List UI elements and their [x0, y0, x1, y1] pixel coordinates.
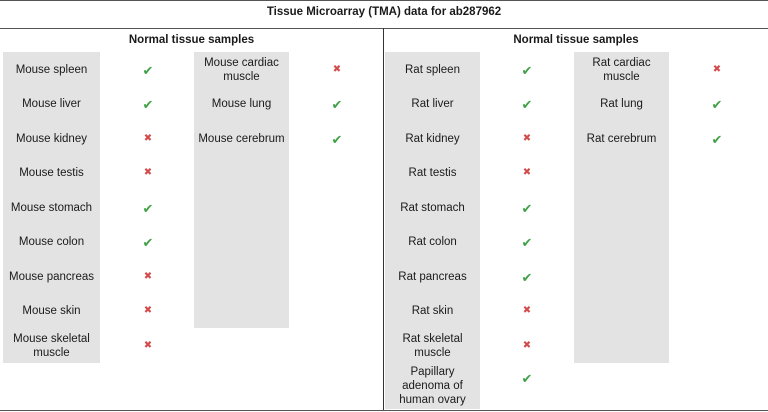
tissue-label: Rat cardiac muscle: [592, 57, 651, 83]
cross-icon: ✖: [522, 340, 532, 351]
cross-icon: ✖: [143, 305, 153, 316]
tissue-label: Mouse spleen: [15, 64, 88, 76]
tissue-label: Mouse skin: [22, 305, 81, 317]
tissue-label: Rat testis: [408, 167, 457, 179]
check-icon: ✔: [331, 96, 343, 112]
cross-icon: ✖: [332, 64, 342, 75]
tissue-label: Mouse colon: [18, 236, 85, 248]
tissue-label: Rat spleen: [405, 64, 460, 76]
check-icon: ✔: [331, 131, 343, 147]
cross-icon: ✖: [143, 167, 153, 178]
center-divider: [383, 28, 384, 411]
tissue-label: Mouse liver: [22, 98, 81, 110]
tissue-label: Rat skin: [411, 305, 454, 317]
tissue-label: Rat cerebrum: [586, 133, 657, 145]
bottom-border: [0, 410, 768, 411]
check-icon: ✔: [521, 234, 533, 250]
title-divider: [0, 28, 768, 29]
cross-icon: ✖: [143, 340, 153, 351]
cross-icon: ✖: [143, 271, 153, 282]
check-icon: ✔: [521, 370, 533, 386]
tissue-label: Rat pancreas: [398, 271, 467, 283]
check-icon: ✔: [142, 200, 154, 216]
tissue-label: Rat stomach: [400, 202, 465, 214]
tissue-label: Rat skeletal muscle: [402, 333, 463, 359]
tissue-label: Mouse lung: [211, 98, 272, 110]
check-icon: ✔: [142, 62, 154, 78]
tissue-label: Rat lung: [600, 98, 643, 110]
tissue-label: Mouse testis: [19, 167, 84, 179]
tissue-label: Mouse cerebrum: [198, 133, 285, 145]
right-section-header: Normal tissue samples: [513, 34, 639, 46]
tissue-label: Mouse cardiac muscle: [204, 57, 279, 83]
tissue-label: Rat liver: [411, 98, 454, 110]
check-icon: ✔: [521, 96, 533, 112]
cross-icon: ✖: [712, 64, 722, 75]
tissue-label: Mouse kidney: [16, 133, 87, 145]
cross-icon: ✖: [522, 133, 532, 144]
tissue-label: Mouse skeletal muscle: [13, 333, 90, 359]
cross-icon: ✖: [522, 167, 532, 178]
check-icon: ✔: [521, 269, 533, 285]
tissue-label: Rat colon: [408, 236, 457, 248]
cross-icon: ✖: [522, 305, 532, 316]
top-border: [0, 0, 768, 1]
check-icon: ✔: [142, 96, 154, 112]
check-icon: ✔: [521, 62, 533, 78]
check-icon: ✔: [711, 131, 723, 147]
check-icon: ✔: [521, 200, 533, 216]
tissue-label: Rat kidney: [405, 133, 460, 145]
check-icon: ✔: [711, 96, 723, 112]
left-section-header: Normal tissue samples: [128, 34, 255, 46]
page-title: Tissue Microarray (TMA) data for ab287962: [266, 6, 502, 18]
check-icon: ✔: [142, 234, 154, 250]
cross-icon: ✖: [143, 133, 153, 144]
tissue-label: Mouse pancreas: [8, 271, 95, 283]
tissue-label: Mouse stomach: [10, 202, 93, 214]
tissue-label: Papillary adenoma of human ovary: [399, 366, 466, 406]
